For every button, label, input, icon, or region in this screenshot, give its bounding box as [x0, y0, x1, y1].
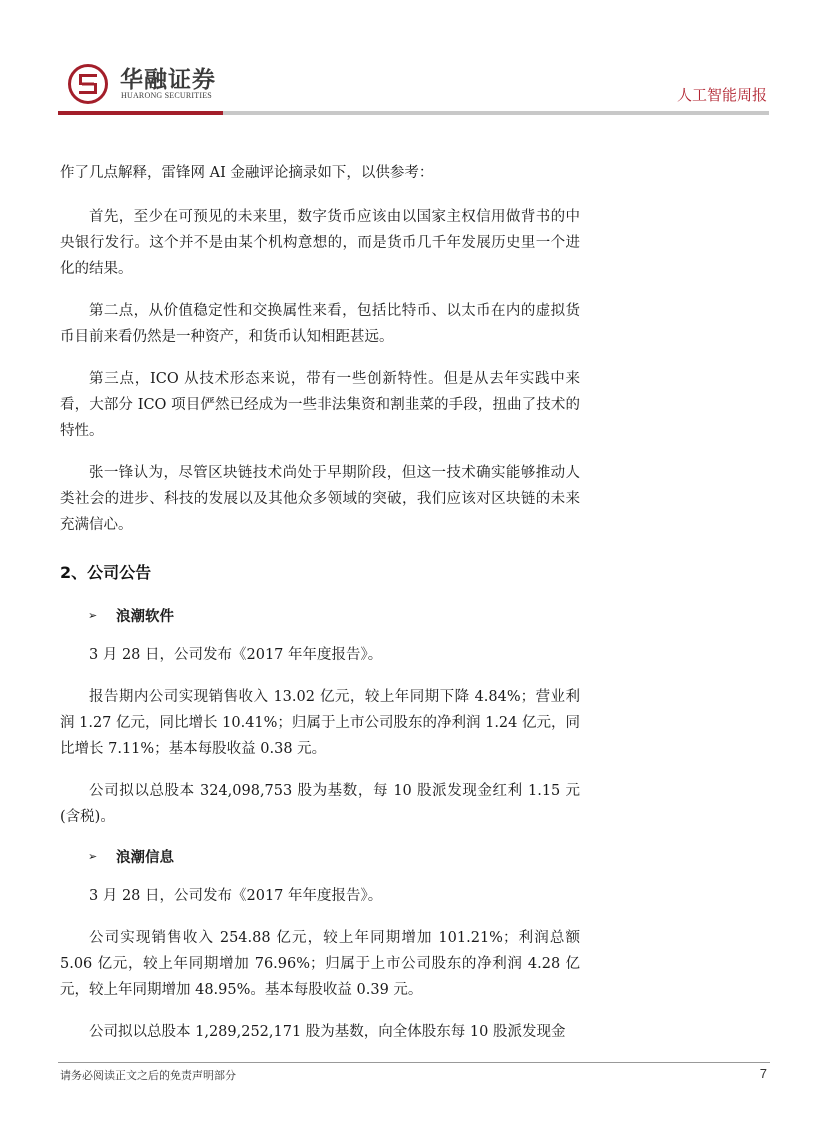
section-title: 2、公司公告	[60, 563, 152, 582]
report-type-label: 人工智能周报	[676, 86, 767, 104]
company-name: 浪潮软件	[116, 609, 174, 625]
announcement-paragraph: 公司实现销售收入 254.88 亿元，较上年同期增加 101.21%；利润总额 5.06 亿元，较上年同期增加 76.96%；归属于上市公司股东的净利润 4.28 亿元，较上年同期增加 48.95%。基本每股收益 0.39 元。	[60, 930, 580, 998]
point-paragraph: 第三点，ICO 从技术形态来说，带有一些创新特性。但是从去年实践中来看，大部分 ICO 项目俨然已经成为一些非法集资和割韭菜的手段，扭曲了技术的特性。	[60, 371, 580, 439]
header-rule-gray	[223, 111, 769, 115]
header-rule-red	[58, 111, 223, 115]
announcement-paragraph: 3 月 28 日，公司发布《2017 年年度报告》。	[89, 647, 383, 663]
point-paragraph: 第二点，从价值稳定性和交换属性来看，包括比特币、以太币在内的虚拟货币目前来看仍然是一种资产，和货币认知相距甚远。	[60, 303, 580, 345]
company-name: 浪潮信息	[116, 850, 174, 866]
announcement-paragraph: 公司拟以总股本 324,098,753 股为基数，每 10 股派发现金红利 1.15 元(含税)。	[60, 783, 580, 825]
disclaimer-note: 请务必阅读正文之后的免责声明部分	[60, 1069, 236, 1082]
page-body	[60, 160, 580, 1061]
huarong-logo-icon	[68, 64, 108, 104]
arrow-bullet-icon: ➢	[88, 850, 98, 863]
company-heading	[88, 605, 580, 626]
footer-rule	[58, 1062, 770, 1063]
point-paragraph: 首先，至少在可预见的未来里，数字货币应该由以国家主权信用做背书的中央银行发行。这个并不是由某个机构意想的，而是货币几千年发展历史里一个进化的结果。	[60, 209, 580, 277]
company-heading	[88, 846, 580, 867]
announcement-paragraph: 报告期内公司实现销售收入 13.02 亿元，较上年同期下降 4.84%；营业利润 1.27 亿元，同比增长 10.41%；归属于上市公司股东的净利润 1.24 亿元，同比增长 7.11%；基本每股收益 0.38 元。	[60, 689, 580, 757]
intro-paragraph: 作了几点解释，雷锋网 AI 金融评论摘录如下，以供参考：	[60, 165, 434, 181]
page-header	[0, 0, 827, 120]
brand-name-en: HUARONG SECURITIES	[121, 91, 212, 100]
arrow-bullet-icon: ➢	[88, 609, 98, 622]
brand-name-cn: 华融证券	[120, 67, 216, 93]
point-paragraph: 张一锋认为，尽管区块链技术尚处于早期阶段，但这一技术确实能够推动人类社会的进步、科技的发展以及其他众多领域的突破，我们应该对区块链的未来充满信心。	[60, 465, 580, 533]
announcement-paragraph: 3 月 28 日，公司发布《2017 年年度报告》。	[89, 888, 383, 904]
announcement-paragraph: 公司拟以总股本 1,289,252,171 股为基数，向全体股东每 10 股派发现金	[89, 1024, 566, 1040]
page-number: 7	[759, 1066, 767, 1081]
